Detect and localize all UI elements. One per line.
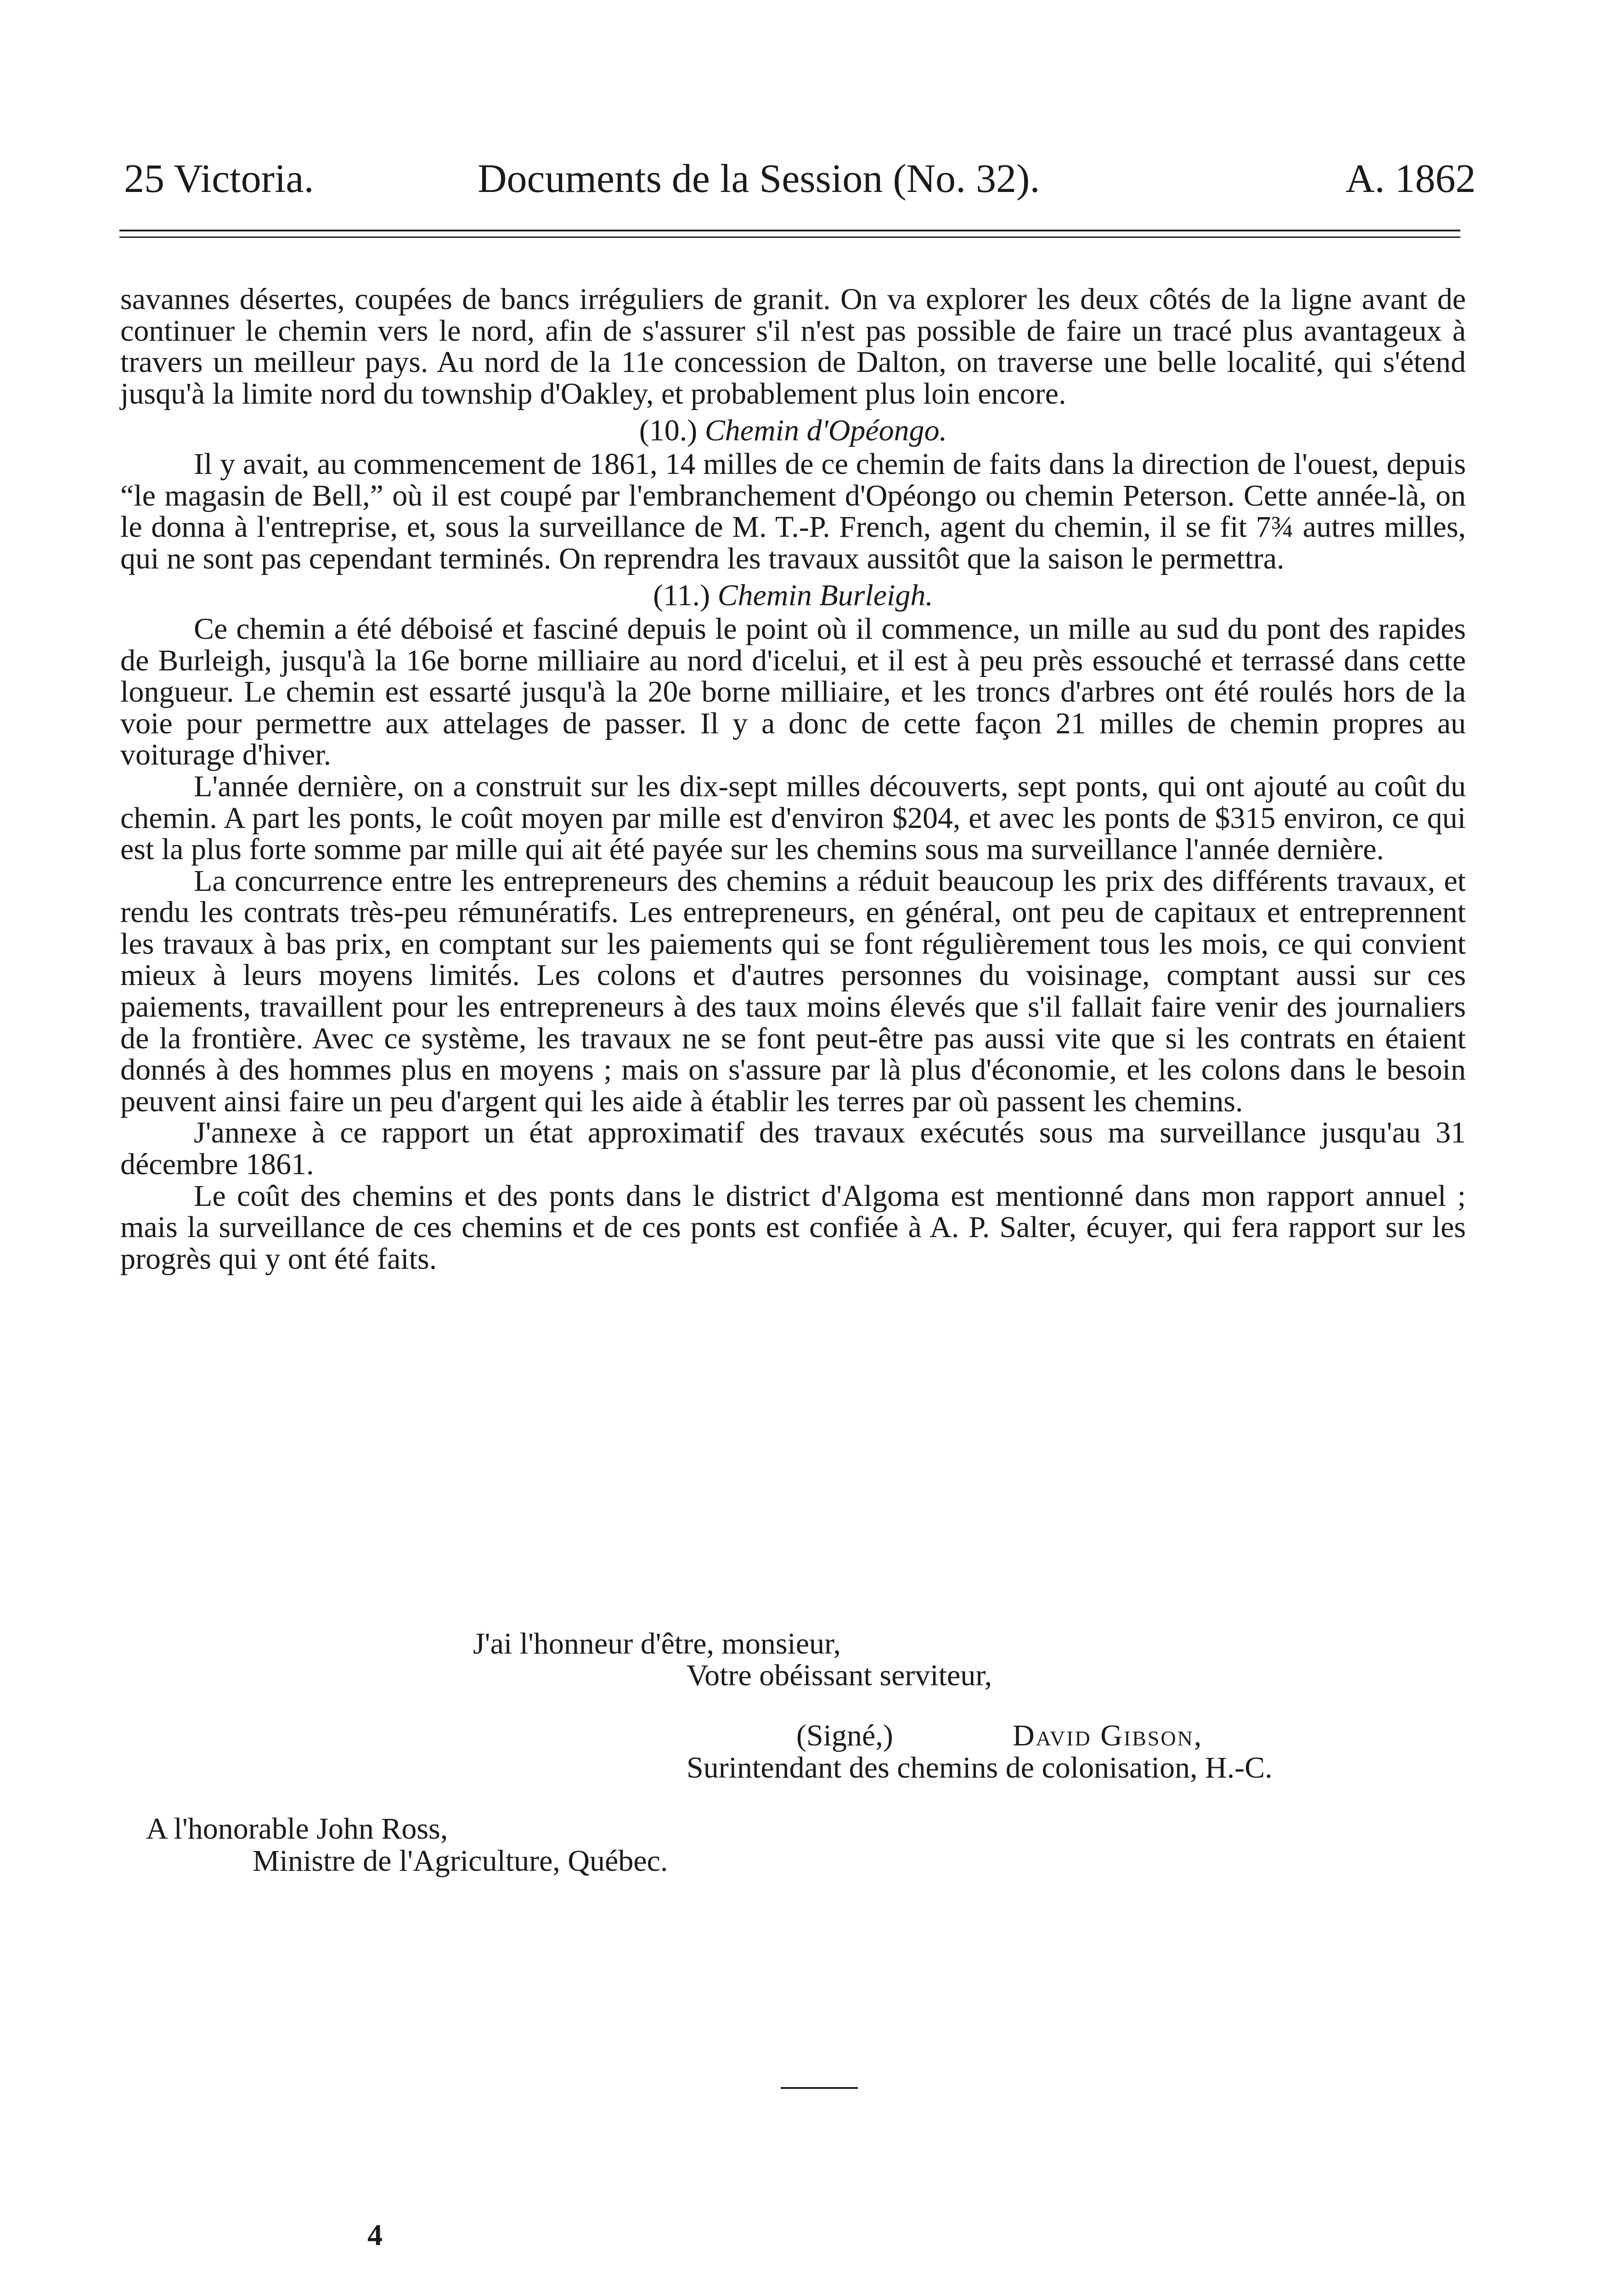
closing-rule — [781, 2087, 858, 2089]
paragraph-algoma: Le coût des chemins et des ponts dans le district d'Algoma est mentionné dans mon rapport annuel ; mais la surveillance de ces chemins et de ces ponts est confiée à A. P. Salter, écuyer, qui fera rapport sur les progrès qui y ont été faits. — [120, 1179, 1466, 1276]
section-number: (10.) — [639, 414, 698, 448]
signatory-title: Surintendant des chemins de colonisation, H.-C. — [687, 1751, 1273, 1784]
addressee-title: Ministre de l'Agriculture, Québec. — [253, 1844, 668, 1878]
paragraph-continuation: savannes désertes, coupées de bancs irréguliers de granit. On va explorer les deux côtés de la ligne avant de continuer le chemin vers le nord, afin de s'assurer s'il n'est pas possible de faire un tracé plus avantageux à travers un meilleur pays. Au nord de la 11e concession de Dalton, on traverse une belle localité, qui s'étend jusqu'à la limite nord du township d'Oakley, et probablement plus loin encore. — [120, 282, 1466, 411]
section-title: Chemin d'Opéongo. — [704, 414, 947, 448]
page-number: 4 — [367, 2218, 383, 2252]
header-rule-thick — [119, 230, 1460, 231]
section-number: (11.) — [653, 579, 710, 613]
paragraph-burleigh-1: Ce chemin a été déboisé et fasciné depuis le point où il commence, un mille au sud du pont des rapides de Burleigh, jusqu'à la 16e borne milliaire au nord d'icelui, et il est à peu près essouché et terrassé dans cette longueur. Le chemin est essarté jusqu'à la 20e borne milliaire, et les troncs d'arbres ont été roulés hors de la voie pour permettre aux attelages de passer. Il y a donc de cette façon 21 milles de chemin propres au voiturage d'hiver. — [120, 612, 1466, 772]
closing-servant: Votre obéissant serviteur, — [687, 1659, 992, 1692]
header-regnal-year: 25 Victoria. — [124, 157, 314, 201]
signed-label: (Signé,) — [796, 1719, 893, 1752]
section-heading-opeongo — [120, 415, 1466, 447]
addressee-name: A l'honorable John Ross, — [146, 1812, 448, 1846]
section-title: Chemin Burleigh. — [717, 579, 933, 613]
body-text — [120, 284, 1466, 1275]
section-heading-burleigh — [120, 580, 1466, 612]
header-year: A. 1862 — [1346, 157, 1476, 201]
closing-salutation: J'ai l'honneur d'être, monsieur, — [473, 1627, 841, 1660]
header-title: Documents de la Session (No. 32). — [478, 157, 1040, 201]
paragraph-annexe: J'annexe à ce rapport un état approximatif des travaux exécutés sous ma surveillance jusqu'au 31 décembre 1861. — [120, 1116, 1466, 1182]
paragraph-opeongo: Il y avait, au commencement de 1861, 14 milles de ce chemin de faits dans la direction de l'ouest, depuis “le magasin de Bell,” où il est coupé par l'embranchement d'Opéongo ou chemin Peterson. Cette année-là, on le donna à l'entreprise, et, sous la surveillance de M. T.-P. French, agent du chemin, il se fit 7¾ autres milles, qui ne sont pas cependant terminés. On reprendra les travaux aussitôt que la saison le permettra. — [120, 447, 1466, 575]
paragraph-concurrence: La concurrence entre les entrepreneurs des chemins a réduit beaucoup les prix des différents travaux, et rendu les contrats très-peu rémunératifs. Les entrepreneurs, en général, ont peu de capitaux et entreprennent les travaux à bas prix, en comptant sur les paiements qui se font régulièrement tous les mois, ce qui convient mieux à leurs moyens limités. Les colons et d'autres personnes du voisinage, comptant aussi sur ces paiements, travaillent pour les entrepreneurs à des taux moins élevés que s'il fallait faire venir des journaliers de la frontière. Avec ce système, les travaux ne se font peut-être pas aussi vite que si les contrats en étaient donnés à des hommes plus en moyens ; mais on s'assure par là plus d'économie, et les colons dans le besoin peuvent ainsi faire un peu d'argent qui les aide à établir les terres par où passent les chemins. — [120, 864, 1466, 1118]
paragraph-burleigh-2: L'année dernière, on a construit sur les dix-sept milles découverts, sept ponts, qui ont ajouté au coût du chemin. A part les ponts, le coût moyen par mille est d'environ $204, et avec les ponts de $315 environ, ce qui est la plus forte somme par mille qui ait été payée sur les chemins sous ma surveillance l'année dernière. — [120, 769, 1466, 867]
header-rule-thin — [119, 236, 1460, 238]
signatory-name: David Gibson, — [1013, 1719, 1203, 1752]
